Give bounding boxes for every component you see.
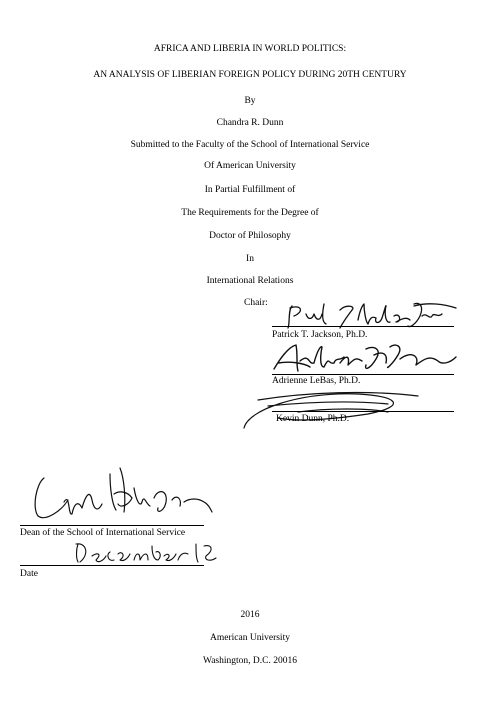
committee-member-name: Kevin Dunn, Ph.D. bbox=[276, 414, 350, 424]
committee-member-name: Adrienne LeBas, Ph.D. bbox=[272, 376, 361, 386]
submission-line-1: Submitted to the Faculty of the School of International Service bbox=[130, 140, 370, 150]
dean-label: Dean of the School of International Service bbox=[20, 528, 186, 538]
handwritten-date-image bbox=[68, 540, 218, 566]
submission-line-6: In bbox=[246, 254, 254, 264]
submission-line-3: In Partial Fulfillment of bbox=[204, 185, 296, 195]
year: 2016 bbox=[240, 610, 260, 620]
signature-dean-image bbox=[28, 464, 214, 526]
institution: American University bbox=[210, 633, 290, 643]
committee-member-name: Patrick T. Jackson, Ph.D. bbox=[272, 330, 368, 340]
location: Washington, D.C. 20016 bbox=[203, 656, 297, 666]
title-line-1: AFRICA AND LIBERIA IN WORLD POLITICS: bbox=[153, 44, 347, 54]
submission-line-2: Of American University bbox=[204, 161, 296, 171]
by-label: By bbox=[244, 96, 256, 106]
signature-line-dean bbox=[20, 525, 204, 526]
chair-label: Chair: bbox=[244, 298, 268, 308]
signature-line-chair bbox=[272, 326, 454, 327]
submission-line-5: Doctor of Philosophy bbox=[209, 231, 291, 241]
signature-line-date bbox=[20, 565, 204, 566]
submission-line-7: International Relations bbox=[206, 276, 294, 286]
title-line-2: AN ANALYSIS OF LIBERIAN FOREIGN POLICY DURING 20TH CENTURY bbox=[93, 70, 407, 80]
submission-line-4: The Requirements for the Degree of bbox=[181, 208, 319, 218]
signature-line-member-3 bbox=[272, 411, 454, 412]
author-name: Chandra R. Dunn bbox=[216, 118, 284, 128]
signature-member-2-image bbox=[270, 341, 460, 377]
date-label: Date bbox=[20, 569, 38, 579]
